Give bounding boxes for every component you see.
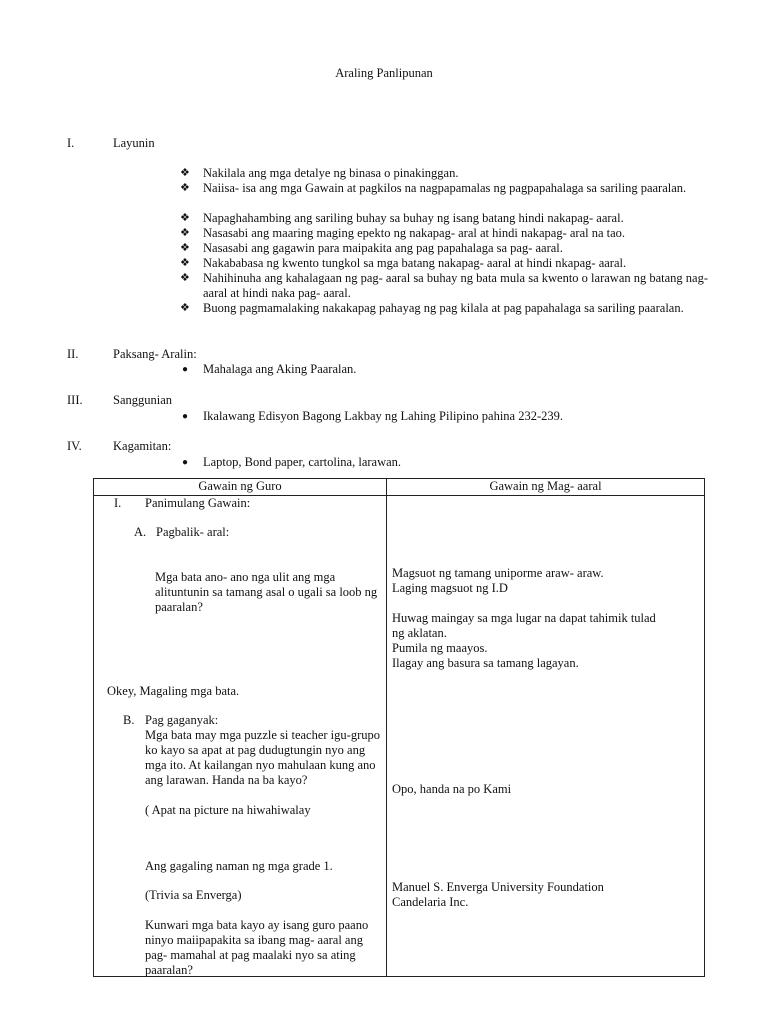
dot-bullet-icon: ● — [182, 364, 189, 375]
dot-bullet-icon: ● — [182, 411, 189, 422]
sanggunian-item: Ikalawang Edisyon Bagong Lakbay ng Lahing Pilipino pahina 232-239. — [203, 409, 564, 423]
layunin-item: Nasasabi ang gagawin para maipakita ang pag papahalaga sa pag- aaral. — [203, 241, 563, 255]
diamond-bullet-icon: ❖ — [180, 257, 190, 269]
section-heading-sanggunian: Sanggunian — [113, 393, 173, 407]
section-heading-paksang-aralin: Paksang- Aralin: — [113, 347, 197, 361]
layunin-item: Nakababasa ng kwento tungkol sa mga batang nakapag- aaral at hindi nkapag- aaral. — [203, 256, 627, 270]
column-header-guro: Gawain ng Guro — [94, 479, 387, 496]
response-text: Laging magsuot ng I.D — [392, 581, 508, 595]
pag-gaganyak-text: Mga bata may mga puzzle si teacher igu-grupo ko kayo sa apat at pag dudugtungin nyo ang mga ito. At kailangan nyo mahulaan kung ano ang larawan. Handa na ba kayo? — [145, 728, 380, 787]
subpart-heading-b: Pag gaganyak: — [145, 713, 219, 727]
layunin-item: Nakilala ang mga detalye ng binasa o pinakinggan. — [203, 166, 459, 180]
response-text: Ilagay ang basura sa tamang lagayan. — [392, 656, 579, 670]
response-text: Magsuot ng tamang uniporme araw- araw. — [392, 566, 604, 580]
lesson-plan-table — [93, 478, 705, 977]
layunin-item: Nahihinuha ang kahalagaan ng pag- aaral sa buhay ng bata mula sa kwento o larawan ng batang nag- aaral at hindi naka pag- aaral. — [203, 271, 709, 300]
diamond-bullet-icon: ❖ — [180, 242, 190, 254]
diamond-bullet-icon: ❖ — [180, 227, 190, 239]
kagamitan-item: Laptop, Bond paper, cartolina, larawan. — [203, 455, 402, 469]
balik-aral-question: Mga bata ano- ano nga ulit ang mga alituntunin sa tamang asal o ugali sa loob ng paaralan? — [155, 570, 378, 614]
response-text: Opo, handa na po Kami — [392, 782, 512, 796]
section-numeral-sanggunian: III. — [67, 393, 83, 407]
subpart-letter-b: B. — [123, 713, 135, 727]
dot-bullet-icon: ● — [182, 457, 189, 468]
section-numeral-paksang-aralin: II. — [67, 347, 79, 361]
response-text: Manuel S. Enverga University Foundation Candelaria Inc. — [392, 880, 604, 909]
layunin-item: Napaghahambing ang sariling buhay sa buhay ng isang batang hindi nakapag- aaral. — [203, 211, 624, 225]
part-heading: Panimulang Gawain: — [145, 496, 251, 510]
diamond-bullet-icon: ❖ — [180, 302, 190, 314]
section-numeral-layunin: I. — [67, 136, 75, 150]
section-heading-kagamitan: Kagamitan: — [113, 439, 172, 453]
subpart-heading-a: Pagbalik- aral: — [156, 525, 230, 539]
diamond-bullet-icon: ❖ — [180, 272, 190, 284]
section-numeral-kagamitan: IV. — [67, 439, 82, 453]
kunwari-text: Kunwari mga bata kayo ay isang guro paano ninyo maiipapakita sa ibang mag- aaral ang pag- mamahal at pag maalaki nyo sa ating paaralan? — [145, 918, 369, 977]
layunin-item: Naiisa- isa ang mga Gawain at pagkilos na nagpapamalas ng pagpapahalaga sa sariling paaralan. — [203, 181, 687, 195]
mag-aaral-cell — [387, 496, 705, 977]
paksang-aralin-item: Mahalaga ang Aking Paaralan. — [203, 362, 357, 376]
trivia-text: (Trivia sa Enverga) — [145, 888, 242, 902]
section-heading-layunin: Layunin — [113, 136, 155, 150]
okey-text: Okey, Magaling mga bata. — [107, 684, 240, 698]
table-header-row — [94, 479, 705, 496]
layunin-item: Buong pagmamalaking nakakapag pahayag ng pag kilala at pag papahalaga sa sariling paaralan. — [203, 301, 684, 315]
guro-cell — [94, 496, 387, 977]
diamond-bullet-icon: ❖ — [180, 182, 190, 194]
diamond-bullet-icon: ❖ — [180, 212, 190, 224]
column-header-mag-aaral: Gawain ng Mag- aaral — [387, 479, 705, 496]
response-text: Pumila ng maayos. — [392, 641, 488, 655]
subpart-letter-a: A. — [134, 525, 147, 539]
praise-text: Ang gagaling naman ng mga grade 1. — [145, 859, 333, 873]
diamond-bullet-icon: ❖ — [180, 167, 190, 179]
pag-gaganyak-note: ( Apat na picture na hiwahiwalay — [145, 803, 311, 817]
document-title: Araling Panlipunan — [335, 66, 433, 80]
response-text: Huwag maingay sa mga lugar na dapat tahimik tulad ng aklatan. — [392, 611, 656, 640]
part-numeral: I. — [114, 496, 122, 510]
table-row — [94, 496, 705, 977]
layunin-item: Nasasabi ang maaring maging epekto ng nakapag- aral at hindi nakapag- aral na tao. — [203, 226, 626, 240]
